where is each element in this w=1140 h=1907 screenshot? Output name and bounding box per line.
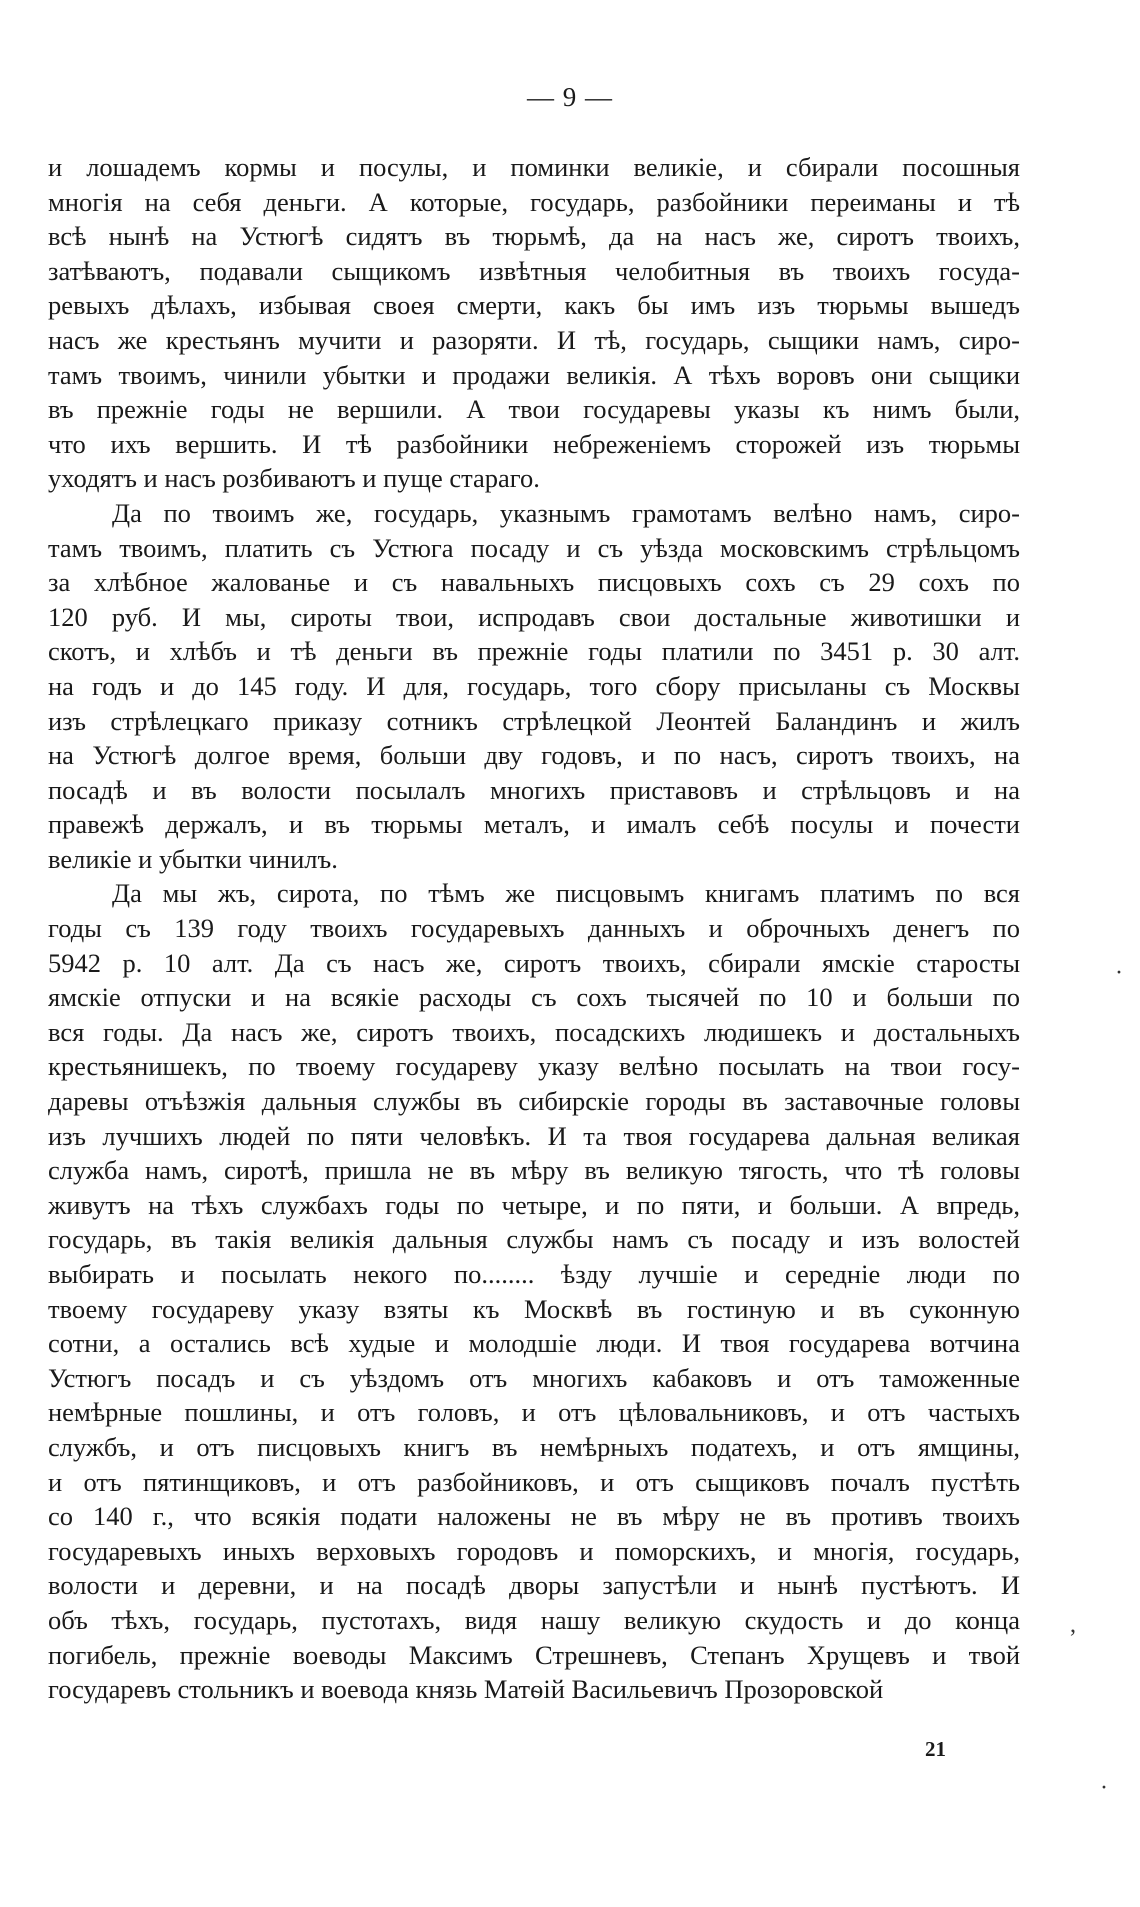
page-number: — 9 — [527,82,613,112]
text-line: 120 руб. И мы, сироты твои, испродавъ свои достальные животишки и [48,601,1020,632]
text-line: крестьянишекъ, по твоему государеву указу велѣно посылать на твои госу- [48,1051,1020,1082]
text-line: всѣ нынѣ на Устюгѣ сидятъ въ тюрьмѣ, да на насъ же, сиротъ твоихъ, [48,221,1020,252]
text-line: государевъ стольникъ и воевода князь Матѳій Васильевичъ Прозоровской [48,1674,884,1705]
paragraph [48,876,1020,1706]
paragraph [48,150,1020,496]
text-line: уходятъ и насъ розбиваютъ и пуще стараго. [48,463,540,494]
text-line: государь, въ такія великія дальныя службы намъ съ посаду и изъ волостей [48,1224,1020,1255]
text-line: на Устюгѣ долгое время, больши дву годовъ, и по насъ, сиротъ твоихъ, на [48,740,1020,771]
text-line: немѣрные пошлины, и отъ головъ, и отъ цѣловальниковъ, и отъ частыхъ [48,1397,1020,1428]
text-line: вся годы. Да насъ же, сиротъ твоихъ, посадскихъ людишекъ и достальныхъ [48,1016,1020,1047]
text-line: на годъ и до 145 году. И для, государь, того сбору присыланы съ Москвы [48,670,1020,701]
text-line: даревы отъѣзжія дальныя службы въ сибирскіе городы въ заставочные головы [48,1086,1020,1117]
text-line: посадѣ и въ волости посылалъ многихъ приставовъ и стрѣльцовъ и на [48,774,1020,805]
text-line: погибель, прежніе воеводы Максимъ Стрешневъ, Степанъ Хрущевъ и твой [48,1639,1020,1670]
text-line: Да мы жъ, сирота, по тѣмъ же писцовымъ книгамъ платимъ по вся [112,878,1020,909]
text-line: объ тѣхъ, государь, пустотахъ, видя нашу великую скудость и до конца [48,1604,1020,1635]
text-line: ревыхъ дѣлахъ, избывая своея смерти, какъ бы имъ изъ тюрьмы вышедъ [48,290,1020,321]
text-line: со 140 г., что всякія подати наложены не въ мѣру не въ противъ твоихъ [48,1501,1020,1532]
text-line: живутъ на тѣхъ службахъ годы по четыре, и по пяти, и больши. А впредь, [48,1189,1020,1220]
text-line: насъ же крестьянъ мучити и разоряти. И тѣ, государь, сыщики намъ, сиро- [48,324,1020,355]
text-line: волости и деревни, и на посадѣ дворы запустѣли и нынѣ пустѣютъ. И [48,1570,1020,1601]
text-line: многія на себя деньги. А которые, государь, разбойники переиманы и тѣ [48,186,1020,217]
signature-mark: 21 [925,1737,946,1761]
text-line: Да по твоимъ же, государь, указнымъ грамотамъ велѣно намъ, сиро- [112,497,1020,528]
text-line: за хлѣбное жалованье и съ навальныхъ писцовыхъ сохъ съ 29 сохъ по [48,567,1020,598]
text-line: ямскіе отпуски и на всякіе расходы съ сохъ тысячей по 10 и больши по [48,982,1020,1013]
margin-mark: · [1115,960,1123,986]
margin-mark: , [1070,1612,1076,1638]
margin-mark: · [1100,1775,1108,1801]
text-line: службъ, и отъ писцовыхъ книгъ въ немѣрныхъ податехъ, и отъ ямщины, [48,1431,1020,1462]
text-line: Устюгъ посадъ и съ уѣздомъ отъ многихъ кабаковъ и отъ таможенные [48,1362,1020,1393]
text-line: государевыхъ иныхъ верховыхъ городовъ и поморскихъ, и многія, государь, [48,1535,1020,1566]
text-line: тамъ твоимъ, платить съ Устюга посаду и съ уѣзда московскимъ стрѣльцомъ [48,532,1020,563]
text-line: 5942 р. 10 алт. Да съ насъ же, сиротъ твоихъ, сбирали ямскіе старосты [48,947,1020,978]
text-line: въ прежніе годы не вершили. А твои государевы указы къ нимъ были, [48,394,1020,425]
text-line: изъ лучшихъ людей по пяти человѣкъ. И та твоя государева дальная великая [48,1120,1020,1151]
text-line: тамъ твоимъ, чинили убытки и продажи великія. А тѣхъ воровъ они сыщики [48,359,1020,390]
text-line: сотни, а остались всѣ худые и молодшіе люди. И твоя государева вотчина [48,1328,1020,1359]
body-text [48,150,1020,1707]
text-line: изъ стрѣлецкаго приказу сотникъ стрѣлецкой Леонтей Баландинъ и жилъ [48,705,1020,736]
text-line: выбирать и посылать некого по........ ѣзду лучшіе и середніе люди по [48,1259,1020,1289]
text-line: великіе и убытки чинилъ. [48,843,338,874]
text-line: затѣваютъ, подавали сыщикомъ извѣтныя челобитныя въ твоихъ госуда- [48,255,1020,286]
text-line: правежѣ держалъ, и въ тюрьмы металъ, и ималъ себѣ посулы и почести [48,809,1020,840]
text-line: скотъ, и хлѣбъ и тѣ деньги въ прежніе годы платили по 3451 р. 30 алт. [48,636,1020,667]
text-line: твоему государеву указу взяты къ Москвѣ въ гостиную и въ суконную [48,1293,1020,1324]
text-line: что ихъ вершить. И тѣ разбойники небреженіемъ сторожей изъ тюрьмы [48,428,1020,459]
paragraph [48,496,1020,877]
text-line: и отъ пятинщиковъ, и отъ разбойниковъ, и отъ сыщиковъ почалъ пустѣть [48,1466,1020,1497]
text-line: годы съ 139 году твоихъ государевыхъ данныхъ и оброчныхъ денегъ по [48,913,1020,944]
text-line: и лошадемъ кормы и посулы, и поминки великіе, и сбирали посошныя [48,152,1020,182]
text-line: служба намъ, сиротѣ, пришла не въ мѣру въ великую тягость, что тѣ головы [48,1155,1020,1186]
